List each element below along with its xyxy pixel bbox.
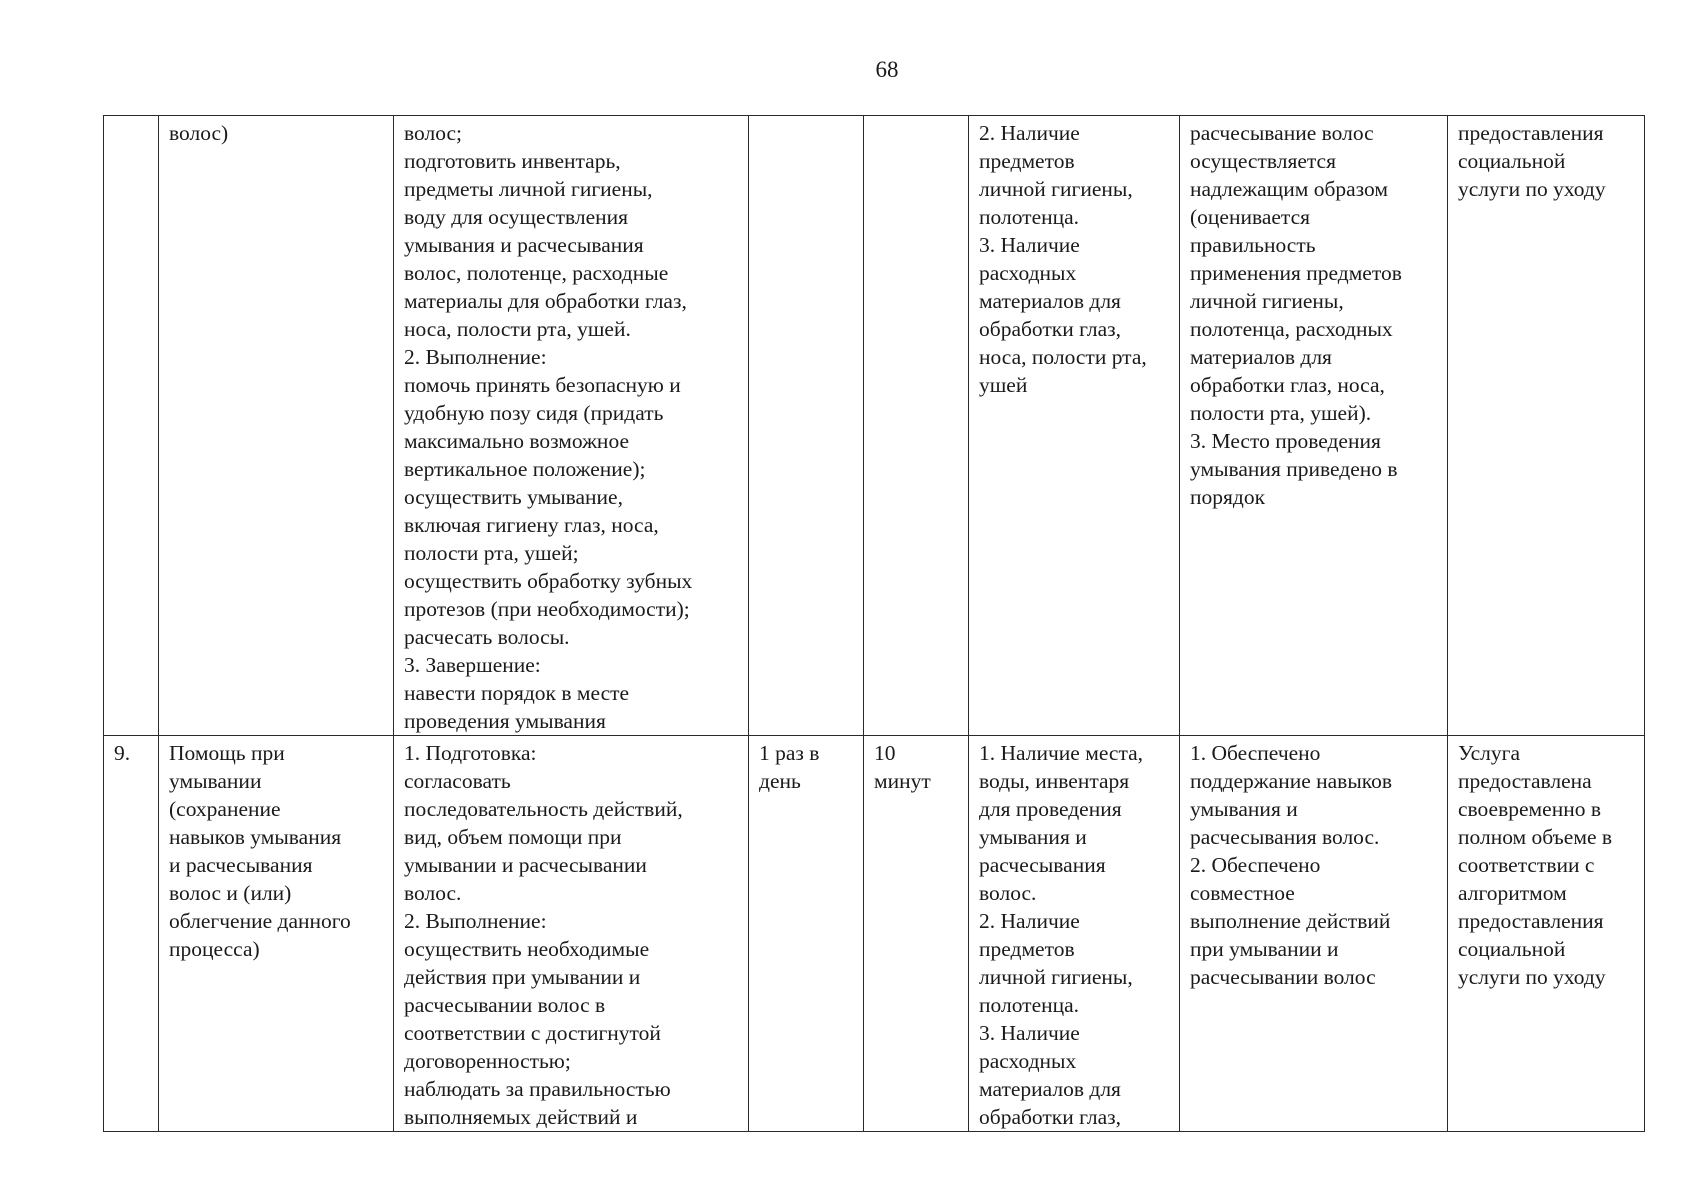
cell-text-line: для проведения	[979, 797, 1122, 821]
cell-text-line: своевременно в	[1458, 797, 1601, 821]
service-description-cell	[394, 116, 749, 736]
cell-text-line: воду для осуществления	[404, 205, 629, 229]
cell-text-line: осуществить необходимые	[404, 937, 650, 961]
cell-text-line: 3. Наличие	[979, 233, 1080, 257]
cell-text-line: полости рта, ушей;	[404, 541, 579, 565]
cell-text-line: расходных	[979, 1049, 1077, 1073]
cell-text-line: 3. Место проведения	[1190, 429, 1381, 453]
cell-text-line: личной гигиены,	[979, 177, 1133, 201]
cell-text-line: расчесывания волос.	[1190, 825, 1380, 849]
cell-text-line: процесса)	[169, 937, 260, 961]
cell-text-line: умывании	[169, 769, 262, 793]
cell-text-line: (сохранение	[169, 797, 281, 821]
cell-text-line: (оценивается	[1190, 205, 1311, 229]
service-description-cell	[394, 736, 749, 1132]
cell-text-line: волос)	[169, 121, 229, 145]
cell-text-line: личной гигиены,	[979, 965, 1133, 989]
duration-cell	[864, 736, 969, 1132]
cell-text-line: 10	[874, 741, 896, 765]
quality-indicators-cell	[1180, 736, 1448, 1132]
cell-text-line: надлежащим образом	[1190, 177, 1388, 201]
cell-text-line: 3. Завершение:	[404, 653, 541, 677]
table-row	[104, 736, 1645, 1132]
cell-text-line: полотенца, расходных	[1190, 317, 1393, 341]
cell-text-line: 9.	[114, 741, 131, 765]
table-row	[104, 116, 1645, 736]
cell-text-line: навести порядок в месте	[404, 681, 630, 705]
cell-text-line: договоренностью;	[404, 1049, 571, 1073]
frequency-cell	[749, 736, 864, 1132]
cell-text-line: протезов (при необходимости);	[404, 597, 690, 621]
cell-text-line: 2. Выполнение:	[404, 345, 547, 369]
cell-text-line: порядок	[1190, 485, 1266, 509]
cell-text-line: умывания приведено в	[1190, 457, 1398, 481]
cell-text-line: обработки глаз,	[979, 317, 1121, 341]
cell-text-line: предметов	[979, 149, 1075, 173]
cell-text-line: выполняемых действий и	[404, 1105, 638, 1129]
cell-text-line: умывании и расчесывании	[404, 853, 647, 877]
table-body	[104, 116, 1645, 1132]
cell-text-line: социальной	[1458, 937, 1566, 961]
cell-text-line: 2. Наличие	[979, 909, 1080, 933]
cell-text-line: согласовать	[404, 769, 511, 793]
cell-text-line: волос, полотенце, расходные	[404, 261, 669, 285]
cell-text-line: поддержание навыков	[1190, 769, 1393, 793]
cell-text-line: последовательность действий,	[404, 797, 683, 821]
cell-text-line: максимально возможное	[404, 429, 629, 453]
row-number-cell	[104, 736, 159, 1132]
cell-text-line: 2. Наличие	[979, 121, 1080, 145]
cell-text-line: воды, инвентаря	[979, 769, 1130, 793]
cell-text-line: соответствии с	[1458, 853, 1595, 877]
services-table	[103, 115, 1645, 1132]
cell-text-line: расчесать волосы.	[404, 625, 570, 649]
cell-text-line: расчесывании волос	[1190, 965, 1376, 989]
cell-text-line: волос;	[404, 121, 463, 145]
cell-text-line: 1. Подготовка:	[404, 741, 537, 765]
cell-text-line: волос.	[979, 881, 1037, 905]
cell-text-line: носа, полости рта, ушей.	[404, 317, 631, 341]
cell-text-line: обработки глаз,	[979, 1105, 1121, 1129]
cell-text-line: 1 раз в	[759, 741, 820, 765]
cell-text-line: 1. Наличие места,	[979, 741, 1144, 765]
cell-text-line: осуществляется	[1190, 149, 1336, 173]
cell-text-line: проведения умывания	[404, 709, 606, 733]
service-name-cell	[159, 116, 394, 736]
row-number-cell	[104, 116, 159, 736]
cell-text-line: материалов для	[1190, 345, 1332, 369]
cell-text-line: и расчесывания	[169, 853, 313, 877]
cell-text-line: умывания и	[979, 825, 1087, 849]
cell-text-line: осуществить умывание,	[404, 485, 623, 509]
cell-text-line: осуществить обработку зубных	[404, 569, 693, 593]
cell-text-line: предоставлена	[1458, 769, 1592, 793]
cell-text-line: волос.	[404, 881, 462, 905]
result-evaluation-cell	[1448, 736, 1645, 1132]
cell-text-line: выполнение действий	[1190, 909, 1391, 933]
cell-text-line: волос и (или)	[169, 881, 292, 905]
frequency-cell	[749, 116, 864, 736]
cell-text-line: навыков умывания	[169, 825, 342, 849]
conditions-cell	[969, 116, 1180, 736]
cell-text-line: Помощь при	[169, 741, 285, 765]
quality-indicators-cell	[1180, 116, 1448, 736]
cell-text-line: расчесывании волос в	[404, 993, 606, 1017]
cell-text-line: предоставления	[1458, 121, 1604, 145]
cell-text-line: вид, объем помощи при	[404, 825, 622, 849]
cell-text-line: удобную позу сидя (придать	[404, 401, 664, 425]
cell-text-line: минут	[874, 769, 931, 793]
conditions-cell	[969, 736, 1180, 1132]
cell-text-line: обработки глаз, носа,	[1190, 373, 1385, 397]
cell-text-line: полотенца.	[979, 993, 1080, 1017]
cell-text-line: полости рта, ушей).	[1190, 401, 1372, 425]
cell-text-line: при умывании и	[1190, 937, 1339, 961]
cell-text-line: умывания и расчесывания	[404, 233, 644, 257]
cell-text-line: предоставления	[1458, 909, 1604, 933]
cell-text-line: предметов	[979, 937, 1075, 961]
cell-text-line: социальной	[1458, 149, 1566, 173]
cell-text-line: подготовить инвентарь,	[404, 149, 621, 173]
cell-text-line: облегчение данного	[169, 909, 351, 933]
cell-text-line: расчесывания	[979, 853, 1106, 877]
cell-text-line: совместное	[1190, 881, 1295, 905]
cell-text-line: полотенца.	[979, 205, 1080, 229]
cell-text-line: наблюдать за правильностью	[404, 1077, 671, 1101]
cell-text-line: предметы личной гигиены,	[404, 177, 653, 201]
cell-text-line: расчесывание волос	[1190, 121, 1374, 145]
cell-text-line: материалов для	[979, 1077, 1121, 1101]
cell-text-line: действия при умывании и	[404, 965, 641, 989]
cell-text-line: личной гигиены,	[1190, 289, 1344, 313]
cell-text-line: алгоритмом	[1458, 881, 1567, 905]
cell-text-line: полном объеме в	[1458, 825, 1613, 849]
cell-text-line: соответствии с достигнутой	[404, 1021, 661, 1045]
result-evaluation-cell	[1448, 116, 1645, 736]
cell-text-line: носа, полости рта,	[979, 345, 1147, 369]
cell-text-line: правильность	[1190, 233, 1316, 257]
cell-text-line: материалов для	[979, 289, 1121, 313]
cell-text-line: применения предметов	[1190, 261, 1402, 285]
page-number: 68	[875, 57, 899, 82]
cell-text-line: помочь принять безопасную и	[404, 373, 681, 397]
cell-text-line: услуги по уходу	[1458, 177, 1606, 201]
cell-text-line: включая гигиену глаз, носа,	[404, 513, 659, 537]
cell-text-line: расходных	[979, 261, 1077, 285]
cell-text-line: материалы для обработки глаз,	[404, 289, 687, 313]
cell-text-line: умывания и	[1190, 797, 1298, 821]
duration-cell	[864, 116, 969, 736]
cell-text-line: день	[759, 769, 801, 793]
cell-text-line: 2. Выполнение:	[404, 909, 547, 933]
service-name-cell	[159, 736, 394, 1132]
cell-text-line: вертикальное положение);	[404, 457, 646, 481]
cell-text-line: ушей	[979, 373, 1028, 397]
cell-text-line: Услуга	[1458, 741, 1521, 765]
cell-text-line: 1. Обеспечено	[1190, 741, 1321, 765]
cell-text-line: услуги по уходу	[1458, 965, 1606, 989]
cell-text-line: 3. Наличие	[979, 1021, 1080, 1045]
cell-text-line: 2. Обеспечено	[1190, 853, 1321, 877]
